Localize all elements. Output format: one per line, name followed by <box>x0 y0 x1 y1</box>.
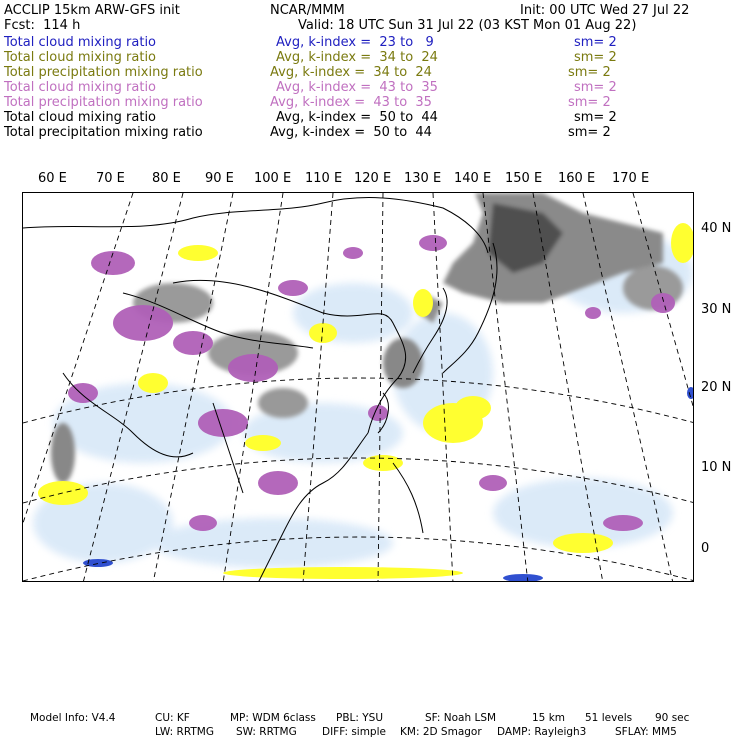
legend-field: Total precipitation mixing ratio <box>4 125 203 140</box>
lon-label: 170 E <box>612 171 650 186</box>
footer-sflay: SFLAY: MM5 <box>615 726 677 738</box>
forecast-hour: Fcst: 114 h <box>4 18 81 33</box>
lon-label: 70 E <box>96 171 125 186</box>
lon-label: 150 E <box>505 171 543 186</box>
legend-avg: Avg, k-index = 23 to 9 <box>276 35 434 50</box>
footer-sw: SW: RRTMG <box>236 726 297 738</box>
legend-avg: Avg, k-index = 34 to 24 <box>270 65 432 80</box>
map-svg <box>23 193 694 582</box>
footer-levels: 51 levels <box>585 712 633 724</box>
legend-field: Total cloud mixing ratio <box>4 110 157 125</box>
footer-diff: DIFF: simple <box>322 726 386 738</box>
legend-avg: Avg, k-index = 43 to 35 <box>276 80 438 95</box>
model-title: ACCLIP 15km ARW-GFS init <box>4 3 180 18</box>
legend-avg: Avg, k-index = 43 to 35 <box>270 95 432 110</box>
lat-label: 20 N <box>701 380 732 395</box>
lat-label: 10 N <box>701 460 732 475</box>
legend-sm: sm= 2 <box>574 80 617 95</box>
lon-label: 120 E <box>354 171 392 186</box>
footer-cu: CU: KF <box>155 712 190 724</box>
lon-label: 110 E <box>305 171 343 186</box>
lat-label: 30 N <box>701 302 732 317</box>
lon-label: 130 E <box>404 171 442 186</box>
legend-sm: sm= 2 <box>574 110 617 125</box>
legend-sm: sm= 2 <box>574 35 617 50</box>
legend-avg: Avg, k-index = 34 to 24 <box>276 50 438 65</box>
legend-field: Total cloud mixing ratio <box>4 80 157 95</box>
legend-field: Total cloud mixing ratio <box>4 50 157 65</box>
lon-label: 60 E <box>38 171 67 186</box>
legend-sm: sm= 2 <box>568 125 611 140</box>
footer-lw: LW: RRTMG <box>155 726 214 738</box>
footer-damp: DAMP: Rayleigh3 <box>497 726 587 738</box>
footer-timestep: 90 sec <box>655 712 690 724</box>
legend-field: Total precipitation mixing ratio <box>4 95 203 110</box>
footer-km: KM: 2D Smagor <box>400 726 482 738</box>
lat-label: 40 N <box>701 221 732 236</box>
footer-mp: MP: WDM 6class <box>230 712 316 724</box>
lat-label: 0 <box>701 541 710 556</box>
lon-label: 140 E <box>454 171 492 186</box>
legend-field: Total cloud mixing ratio <box>4 35 157 50</box>
legend-avg: Avg, k-index = 50 to 44 <box>270 125 432 140</box>
lon-label: 80 E <box>152 171 181 186</box>
valid-time: Valid: 18 UTC Sun 31 Jul 22 (03 KST Mon 01 Aug 22) <box>298 18 637 33</box>
lon-label: 160 E <box>558 171 596 186</box>
footer-resolution: 15 km <box>532 712 566 724</box>
legend-sm: sm= 2 <box>568 65 611 80</box>
footer-sf: SF: Noah LSM <box>425 712 497 724</box>
lon-label: 100 E <box>254 171 292 186</box>
legend-sm: sm= 2 <box>568 95 611 110</box>
init-time: Init: 00 UTC Wed 27 Jul 22 <box>520 3 690 18</box>
footer-pbl: PBL: YSU <box>336 712 384 724</box>
org-label: NCAR/MMM <box>270 3 345 18</box>
lon-label: 90 E <box>205 171 234 186</box>
footer-model-info: Model Info: V4.4 <box>30 712 116 724</box>
legend-avg: Avg, k-index = 50 to 44 <box>276 110 438 125</box>
legend-sm: sm= 2 <box>574 50 617 65</box>
legend-field: Total precipitation mixing ratio <box>4 65 203 80</box>
map-panel <box>22 192 694 582</box>
